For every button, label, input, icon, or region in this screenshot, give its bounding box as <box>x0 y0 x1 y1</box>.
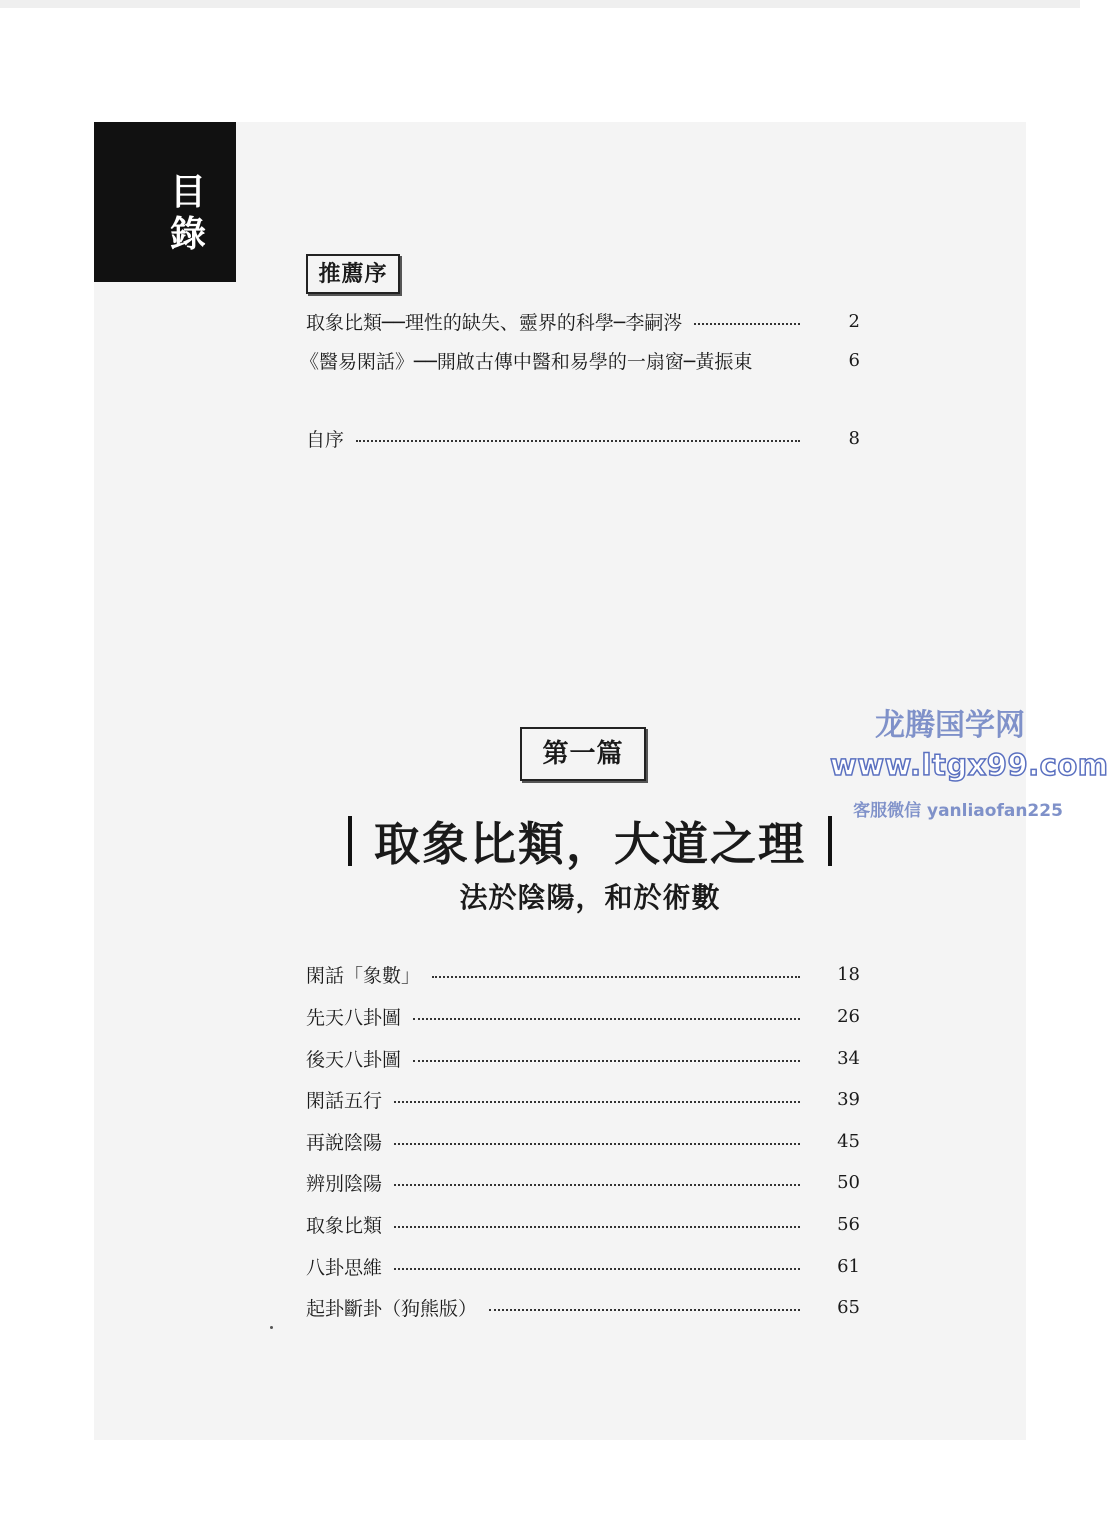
part-label: 第一篇 <box>520 727 646 781</box>
toc-entry-part1-1[interactable] <box>306 959 860 989</box>
entry-page-number: 50 <box>837 1171 860 1193</box>
entry-page-number: 45 <box>837 1130 860 1152</box>
toc-entry-foreword-2[interactable] <box>300 345 860 375</box>
dot-leader <box>432 976 800 978</box>
entry-title: 起卦斷卦（狗熊版） <box>306 1297 478 1320</box>
toc-entry-foreword-1[interactable] <box>306 306 860 336</box>
watermark-url: www.ltgx99.com <box>830 748 1109 782</box>
toc-entry-part1-6[interactable] <box>306 1167 860 1197</box>
entry-title: 《醫易閑話》──開啟古傳中醫和易學的一扇窗─黃振東 <box>300 350 753 373</box>
dot-leader <box>413 1018 800 1020</box>
dot-leader <box>694 323 800 325</box>
entry-title: 辨別陰陽 <box>306 1172 383 1195</box>
part-title-text: 取象比類，大道之理 <box>374 817 806 871</box>
title-bar-left <box>348 816 352 866</box>
entry-title: 取象比類 <box>306 1214 383 1237</box>
dot-leader <box>394 1226 800 1228</box>
toc-entry-preface[interactable] <box>306 423 860 453</box>
entry-page-number: 39 <box>837 1088 860 1110</box>
entry-title: 後天八卦圖 <box>306 1048 402 1071</box>
entry-page-number: 26 <box>837 1005 860 1027</box>
toc-entry-part1-4[interactable] <box>306 1084 860 1114</box>
part-subtitle: 法於陰陽，和於術數 <box>459 881 721 914</box>
entry-title: 自序 <box>306 428 345 451</box>
entry-page-number: 6 <box>848 349 860 371</box>
entry-title: 閑話「象數」 <box>306 964 421 987</box>
dot-leader <box>413 1060 800 1062</box>
entry-page-number: 2 <box>848 310 860 332</box>
entry-page-number: 18 <box>837 963 860 985</box>
entry-title: 閑話五行 <box>306 1089 383 1112</box>
toc-entry-part1-3[interactable] <box>306 1043 860 1073</box>
entry-page-number: 65 <box>837 1296 860 1318</box>
entry-page-number: 61 <box>837 1255 860 1277</box>
toc-entry-part1-7[interactable] <box>306 1209 860 1239</box>
toc-entry-part1-8[interactable] <box>306 1251 860 1281</box>
dot-leader <box>489 1309 800 1311</box>
dot-leader <box>394 1143 800 1145</box>
top-strip <box>0 0 1080 8</box>
dot-leader <box>394 1268 800 1270</box>
dot-leader <box>394 1101 800 1103</box>
entry-page-number: 8 <box>848 427 860 449</box>
entry-title: 先天八卦圖 <box>306 1006 402 1029</box>
entry-page-number: 34 <box>837 1047 860 1069</box>
dot-leader <box>356 440 800 442</box>
title-bar-right <box>828 816 832 866</box>
watermark-contact: 客服微信 yanliaofan225 <box>853 801 1063 821</box>
toc-entry-part1-9[interactable] <box>306 1292 860 1322</box>
toc-tab-char-2: 錄 <box>169 213 206 255</box>
scan-speck <box>270 1326 273 1329</box>
entry-title: 八卦思維 <box>306 1256 383 1279</box>
toc-entry-part1-5[interactable] <box>306 1126 860 1156</box>
foreword-heading: 推薦序 <box>306 254 400 294</box>
watermark-brand: 龙腾国学网 <box>875 708 1025 743</box>
dot-leader <box>394 1184 800 1186</box>
entry-title: 再說陰陽 <box>306 1131 383 1154</box>
toc-entry-part1-2[interactable] <box>306 1001 860 1031</box>
part-title <box>300 806 880 876</box>
entry-title: 取象比類──理性的缺失、靈界的科學─李嗣涔 <box>306 311 683 334</box>
entry-page-number: 56 <box>837 1213 860 1235</box>
toc-tab-char-1: 目 <box>169 171 206 213</box>
